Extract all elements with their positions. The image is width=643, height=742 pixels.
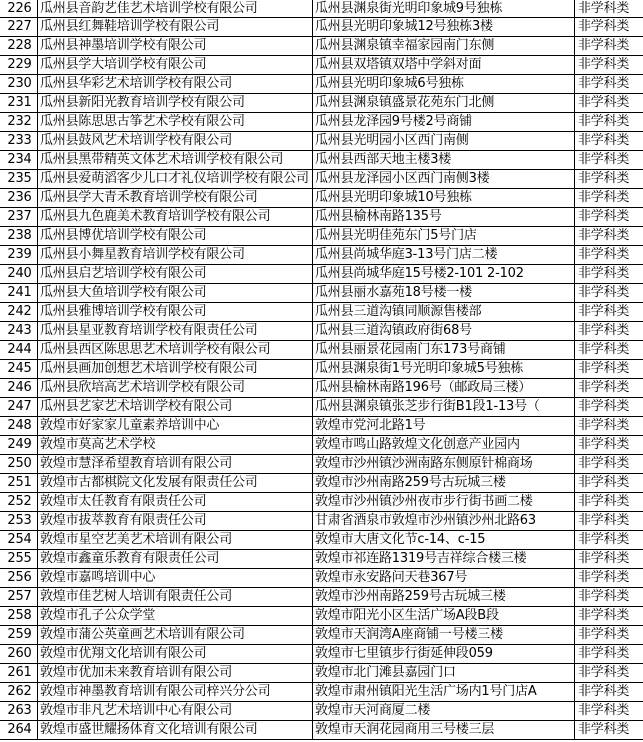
institution-name-cell: 瓜州县学大青禾教育培训学校有限公司 <box>38 189 313 207</box>
category-cell: 非学科类 <box>578 684 630 699</box>
row-number-cell: 244 <box>0 341 38 359</box>
row-number-cell: 235 <box>0 170 38 188</box>
address-cell: 敦煌市沙州南路259号古玩城三楼 <box>313 588 575 606</box>
category-cell: 非学科类 <box>578 456 630 471</box>
category-cell: 非学科类 <box>578 494 630 509</box>
table-row <box>0 607 643 626</box>
row-number-cell: 256 <box>0 569 38 587</box>
row-number-cell: 246 <box>0 379 38 397</box>
institution-name-cell: 敦煌市优加未来教育培训有限公司 <box>38 664 313 682</box>
row-number-cell: 241 <box>0 284 38 302</box>
address-cell: 敦煌市沙州镇沙州夜市步行街书画二楼 <box>313 493 575 511</box>
institution-name-cell: 瓜州县音韵艺佳艺术培训学校有限公司 <box>38 0 313 18</box>
category-cell: 非学科类 <box>578 190 630 205</box>
table-row <box>0 265 643 284</box>
category-cell: 非学科类 <box>578 551 630 566</box>
row-number-cell: 252 <box>0 493 38 511</box>
address-cell: 瓜州县丽景花园南门东173号商铺 <box>313 341 575 359</box>
address-cell: 敦煌市鸣山路敦煌文化创意产业园内 <box>313 436 575 454</box>
institution-name-cell: 敦煌市非凡艺术培训中心有限公司 <box>38 702 313 720</box>
category-cell: 非学科类 <box>578 76 630 91</box>
institution-name-cell: 敦煌市星空艺美艺术培训有限公司 <box>38 531 313 549</box>
table-row <box>0 303 643 322</box>
category-cell: 非学科类 <box>578 589 630 604</box>
address-cell: 瓜州县渊泉镇盛景花苑东门北侧 <box>313 94 575 112</box>
row-number-cell: 229 <box>0 56 38 74</box>
address-cell: 瓜州县渊泉街1号光明印象城5号独栋 <box>313 360 575 378</box>
institution-name-cell: 瓜州县鼓风艺术培训学校有限公司 <box>38 132 313 150</box>
table-row <box>0 550 643 569</box>
row-number-cell: 258 <box>0 607 38 625</box>
category-cell: 非学科类 <box>578 266 630 281</box>
category-cell: 非学科类 <box>578 361 630 376</box>
row-number-cell: 228 <box>0 37 38 55</box>
row-number-cell: 232 <box>0 113 38 131</box>
address-cell: 瓜州县榆林南路135号 <box>313 208 575 226</box>
institution-name-cell: 瓜州县启艺培训学校有限公司 <box>38 265 313 283</box>
row-number-cell: 226 <box>0 0 38 18</box>
table-row <box>0 645 643 664</box>
category-cell: 非学科类 <box>578 532 630 547</box>
institution-name-cell: 瓜州县西区陈思思艺术培训学校有限公司 <box>38 341 313 359</box>
institution-name-cell: 瓜州县画加创想艺术培训学校有限公司 <box>38 360 313 378</box>
row-number-cell: 264 <box>0 721 38 739</box>
category-cell: 非学科类 <box>578 437 630 452</box>
table-row <box>0 75 643 94</box>
institution-name-cell: 敦煌市佳艺树人培训有限责任公司 <box>38 588 313 606</box>
row-number-cell: 254 <box>0 531 38 549</box>
address-cell: 瓜州县渊泉镇张芝步行街B1段1-13号（ <box>313 398 575 416</box>
category-cell: 非学科类 <box>578 342 630 357</box>
row-number-cell: 247 <box>0 398 38 416</box>
institution-name-cell: 瓜州县新阳光教育培训学校有限公司 <box>38 94 313 112</box>
row-number-cell: 263 <box>0 702 38 720</box>
category-cell: 非学科类 <box>578 57 630 72</box>
address-cell: 敦煌市天润花园商用三号楼三层 <box>313 721 575 739</box>
institution-name-cell: 敦煌市好家家儿童素养培训中心 <box>38 417 313 435</box>
table-row <box>0 721 643 740</box>
table-row <box>0 379 643 398</box>
table-row <box>0 493 643 512</box>
table-row <box>0 436 643 455</box>
row-number-cell: 261 <box>0 664 38 682</box>
table-row <box>0 170 643 189</box>
row-number-cell: 250 <box>0 455 38 473</box>
address-cell: 敦煌市七里镇步行街延伸段059 <box>313 645 575 663</box>
category-cell: 非学科类 <box>578 247 630 262</box>
address-cell: 敦煌市天润湾A座商铺一号楼三楼 <box>313 626 575 644</box>
table-row <box>0 683 643 702</box>
institution-name-cell: 瓜州县小舞星教育培训学校有限公司 <box>38 246 313 264</box>
address-cell: 瓜州县光明印象城12号独栋3楼 <box>313 18 575 36</box>
table-row <box>0 151 643 170</box>
category-cell: 非学科类 <box>578 95 630 110</box>
row-number-cell: 249 <box>0 436 38 454</box>
institution-name-cell: 瓜州县博优培训学校有限公司 <box>38 227 313 245</box>
institution-name-cell: 瓜州县星亚教育培训学校有限责任公司 <box>38 322 313 340</box>
category-cell: 非学科类 <box>578 703 630 718</box>
row-number-cell: 234 <box>0 151 38 169</box>
table-row <box>0 189 643 208</box>
table-row <box>0 284 643 303</box>
table-row <box>0 569 643 588</box>
row-number-cell: 257 <box>0 588 38 606</box>
category-cell: 非学科类 <box>578 285 630 300</box>
category-cell: 非学科类 <box>578 646 630 661</box>
table-row <box>0 398 643 417</box>
address-cell: 敦煌市沙州南路259号古玩城三楼 <box>313 474 575 492</box>
category-cell: 非学科类 <box>578 570 630 585</box>
institution-name-cell: 敦煌市盛世耀扬体育文化培训有限公司 <box>38 721 313 739</box>
institution-name-cell: 瓜州县爱萌滔客少儿口才礼仪培训学校有限公司 <box>38 170 313 188</box>
address-cell: 瓜州县丽水嘉苑18号楼一楼 <box>313 284 575 302</box>
address-cell: 瓜州县渊泉镇幸福家园南门东侧 <box>313 37 575 55</box>
address-cell: 敦煌市党河北路1号 <box>313 417 575 435</box>
table-row <box>0 132 643 151</box>
address-cell: 瓜州县渊泉街光明印象城9号独栋 <box>313 0 575 18</box>
institution-name-cell: 敦煌市神墨教育培训有限公司梓兴分公司 <box>38 683 313 701</box>
category-cell: 非学科类 <box>578 399 630 414</box>
institution-name-cell: 瓜州县陈思思古筝艺术学校有限公司 <box>38 113 313 131</box>
category-cell: 非学科类 <box>578 627 630 642</box>
row-number-cell: 227 <box>0 18 38 36</box>
row-number-cell: 251 <box>0 474 38 492</box>
category-cell: 非学科类 <box>578 114 630 129</box>
table-row <box>0 702 643 721</box>
row-number-cell: 231 <box>0 94 38 112</box>
category-cell: 非学科类 <box>578 608 630 623</box>
institution-name-cell: 敦煌市蒲公英童画艺术培训有限公司 <box>38 626 313 644</box>
table-row <box>0 227 643 246</box>
table-row <box>0 246 643 265</box>
category-cell: 非学科类 <box>578 665 630 680</box>
institution-name-cell: 瓜州县红舞鞋培训学校有限公司 <box>38 18 313 36</box>
address-cell: 瓜州县三道沟镇政府街68号 <box>313 322 575 340</box>
row-number-cell: 253 <box>0 512 38 530</box>
category-cell: 非学科类 <box>578 323 630 338</box>
table-row <box>0 56 643 75</box>
table-row <box>0 455 643 474</box>
row-number-cell: 262 <box>0 683 38 701</box>
institution-name-cell: 敦煌市慧泽希望教育培训有限公司 <box>38 455 313 473</box>
row-number-cell: 255 <box>0 550 38 568</box>
category-cell: 非学科类 <box>578 418 630 433</box>
institution-name-cell: 瓜州县学大培训学校有限公司 <box>38 56 313 74</box>
address-cell: 瓜州县三道沟镇同顺源售楼部 <box>313 303 575 321</box>
category-cell: 非学科类 <box>578 380 630 395</box>
institution-name-cell: 敦煌市莫高艺术学校 <box>38 436 313 454</box>
institution-name-cell: 瓜州县黑带精英文体艺术培训学校有限公司 <box>38 151 313 169</box>
address-cell: 敦煌市阳光小区生活广场A段B段 <box>313 607 575 625</box>
category-cell: 非学科类 <box>578 209 630 224</box>
address-cell: 敦煌市肃州镇阳光生活广场内1号门店A <box>313 683 575 701</box>
table-row <box>0 417 643 436</box>
address-cell: 敦煌市天河商厦二楼 <box>313 702 575 720</box>
table-row <box>0 664 643 683</box>
row-number-cell: 237 <box>0 208 38 226</box>
row-number-cell: 240 <box>0 265 38 283</box>
institution-name-cell: 敦煌市古都棋院文化发展有限责任公司 <box>38 474 313 492</box>
category-cell: 非学科类 <box>578 475 630 490</box>
address-cell: 敦煌市永安路问天巷367号 <box>313 569 575 587</box>
institution-name-cell: 敦煌市孔子公众学堂 <box>38 607 313 625</box>
address-cell: 瓜州县尚城华庭15号楼2-101 2-102 <box>313 265 575 283</box>
address-cell: 甘肃省酒泉市敦煌市沙州镇沙州北路63 <box>313 512 575 530</box>
category-cell: 非学科类 <box>578 304 630 319</box>
table-row <box>0 512 643 531</box>
row-number-cell: 230 <box>0 75 38 93</box>
institution-name-cell: 敦煌市拔萃教育有限责任公司 <box>38 512 313 530</box>
institution-name-cell: 敦煌市优翔文化培训有限公司 <box>38 645 313 663</box>
row-number-cell: 242 <box>0 303 38 321</box>
address-cell: 瓜州县双塔镇双塔中学斜对面 <box>313 56 575 74</box>
table-row <box>0 474 643 493</box>
category-cell: 非学科类 <box>578 171 630 186</box>
row-number-cell: 245 <box>0 360 38 378</box>
address-cell: 瓜州县光明印象城10号独栋 <box>313 189 575 207</box>
table-row <box>0 94 643 113</box>
table-row <box>0 208 643 227</box>
row-number-cell: 243 <box>0 322 38 340</box>
address-cell: 瓜州县光明佳苑东门5号门店 <box>313 227 575 245</box>
institution-name-cell: 敦煌市鑫童乐教育有限责任公司 <box>38 550 313 568</box>
category-cell: 非学科类 <box>578 1 630 16</box>
institution-name-cell: 瓜州县华彩艺术培训学校有限公司 <box>38 75 313 93</box>
category-cell: 非学科类 <box>578 228 630 243</box>
address-cell: 敦煌市祁连路1319号吉祥综合楼三楼 <box>313 550 575 568</box>
institution-name-cell: 敦煌市太任教育有限责任公司 <box>38 493 313 511</box>
institution-name-cell: 瓜州县雅博培训学校有限公司 <box>38 303 313 321</box>
address-cell: 瓜州县龙泽园9号楼2号商铺 <box>313 113 575 131</box>
table-row <box>0 531 643 550</box>
address-cell: 瓜州县龙泽园小区西门南侧3楼 <box>313 170 575 188</box>
category-cell: 非学科类 <box>578 152 630 167</box>
table-row <box>0 322 643 341</box>
category-cell: 非学科类 <box>578 722 630 737</box>
address-cell: 敦煌市北门滩县嘉园门口 <box>313 664 575 682</box>
address-cell: 瓜州县尚城华庭3-13号门店二楼 <box>313 246 575 264</box>
category-cell: 非学科类 <box>578 38 630 53</box>
row-number-cell: 248 <box>0 417 38 435</box>
row-number-cell: 233 <box>0 132 38 150</box>
category-cell: 非学科类 <box>578 133 630 148</box>
institution-name-cell: 敦煌市嘉鸣培训中心 <box>38 569 313 587</box>
address-cell: 敦煌市沙州镇沙洲南路东侧原针棉商场 <box>313 455 575 473</box>
table-row <box>0 18 643 37</box>
table-row <box>0 341 643 360</box>
institution-name-cell: 瓜州县艺家艺术培训学校有限公司 <box>38 398 313 416</box>
row-number-cell: 238 <box>0 227 38 245</box>
address-cell: 瓜州县光明园小区西门南侧 <box>313 132 575 150</box>
institution-name-cell: 瓜州县大鱼培训学校有限公司 <box>38 284 313 302</box>
table-row <box>0 37 643 56</box>
institution-name-cell: 瓜州县欣培高艺术培训学校有限公司 <box>38 379 313 397</box>
address-cell: 瓜州县榆林南路196号（邮政局三楼） <box>313 379 575 397</box>
institution-name-cell: 瓜州县神墨培训学校有限公司 <box>38 37 313 55</box>
institution-name-cell: 瓜州县九色鹿美术教育培训学校有限公司 <box>38 208 313 226</box>
table-row <box>0 626 643 645</box>
table-row <box>0 360 643 379</box>
table-row <box>0 113 643 132</box>
table-row <box>0 588 643 607</box>
category-cell: 非学科类 <box>578 513 630 528</box>
table-row <box>0 0 643 18</box>
row-number-cell: 259 <box>0 626 38 644</box>
address-cell: 敦煌市大唐文化节c-14、c-15 <box>313 531 575 549</box>
category-cell: 非学科类 <box>578 19 630 34</box>
row-number-cell: 236 <box>0 189 38 207</box>
row-number-cell: 260 <box>0 645 38 663</box>
address-cell: 瓜州县西部天地主楼3楼 <box>313 151 575 169</box>
row-number-cell: 239 <box>0 246 38 264</box>
address-cell: 瓜州县光明印象城6号独栋 <box>313 75 575 93</box>
